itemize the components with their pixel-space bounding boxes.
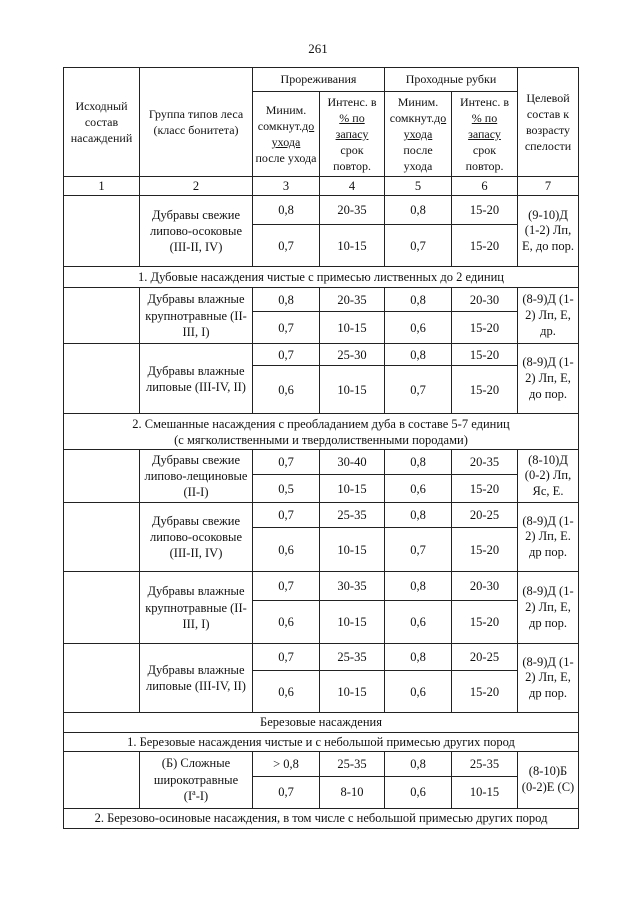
header-text: Миним.: [265, 102, 307, 117]
cell: 10-15: [320, 312, 385, 344]
cell: 0,8: [385, 572, 452, 601]
cell: 25-35: [320, 503, 385, 528]
cell: 0,6: [253, 366, 320, 414]
col-number: 6: [452, 177, 518, 196]
cell: 15-20: [452, 601, 518, 644]
cell: 0,8: [385, 751, 452, 776]
cell: 0,7: [253, 450, 320, 475]
cell: 0,8: [253, 196, 320, 225]
cell: 10-15: [320, 671, 385, 713]
forest-group: Дубравы свежие липово-лещиновые (II-I): [140, 450, 253, 503]
cell: 10-15: [320, 225, 385, 267]
cell: 0,7: [385, 225, 452, 267]
cell: 15-20: [452, 196, 518, 225]
section-heading: 1. Дубовые насаждения чистые с примесью лиственных до 2 единиц: [64, 267, 579, 288]
col-number: 5: [385, 177, 452, 196]
source-cell: [64, 344, 140, 414]
forest-group: Дубравы влажные крупнотравные (II-III, I): [140, 572, 253, 644]
cell: 15-20: [452, 225, 518, 267]
header-text: срок: [472, 143, 497, 158]
cell: 0,8: [253, 288, 320, 312]
cell: 0,7: [253, 644, 320, 671]
header-passage-min-closure: [385, 92, 452, 177]
forest-group-line: широкотравные: [153, 772, 239, 787]
forest-group: Дубравы свежие липово-осоковые (III-II, IV): [140, 196, 253, 267]
header-text: до: [302, 118, 315, 133]
cell: 10-15: [320, 366, 385, 414]
target-composition: (8-9)Д (1-2) Лп, Е, до пор.: [518, 344, 579, 414]
cell: 0,7: [253, 344, 320, 366]
cell: 10-15: [452, 776, 518, 808]
cell: 20-30: [452, 572, 518, 601]
cell: 0,8: [385, 288, 452, 312]
header-text: повтор.: [333, 159, 371, 174]
cell: 0,8: [385, 503, 452, 528]
header-forest-group: Группа типов леса (класс бонитета): [140, 68, 253, 177]
section-heading: [64, 414, 579, 450]
cell: 10-15: [320, 528, 385, 572]
cell: 0,6: [253, 528, 320, 572]
cell: 0,6: [385, 312, 452, 344]
cell: 20-35: [320, 196, 385, 225]
cell: 20-35: [320, 288, 385, 312]
source-cell: [64, 503, 140, 572]
header-text: после: [403, 143, 433, 158]
forest-group-line: (I: [183, 788, 193, 803]
cell: 0,7: [253, 572, 320, 601]
source-cell: [64, 751, 140, 808]
cell: 25-35: [320, 644, 385, 671]
target-composition: (8-9)Д (1-2) Лп, Е, др.: [518, 288, 579, 344]
cell: 20-25: [452, 644, 518, 671]
header-passage-cuts: Проходные рубки: [385, 68, 518, 92]
target-composition: (8-10)Б (0-2)Е (С): [518, 751, 579, 808]
cell: 0,7: [253, 225, 320, 267]
forest-group: Дубравы свежие липово-осоковые (III-II, IV): [140, 503, 253, 572]
cell: 15-20: [452, 671, 518, 713]
page-number: 261: [308, 41, 328, 56]
cell: 0,6: [253, 601, 320, 644]
header-text: срок: [340, 143, 364, 158]
target-composition: (8-9)Д (1-2) Лп, Е, др пор.: [518, 644, 579, 713]
header-text: % по запасу: [468, 110, 501, 141]
forest-group: Дубравы влажные липовые (III-IV, II): [140, 644, 253, 713]
cell: 0,7: [253, 503, 320, 528]
cell: 0,6: [385, 671, 452, 713]
header-source-stand: Исходный состав насаждений: [64, 68, 140, 177]
header-text: сомкнут.: [257, 118, 303, 133]
cell: 15-20: [452, 312, 518, 344]
cell: 15-20: [452, 344, 518, 366]
header-target-composition: Целевой состав к возрасту спелости: [518, 68, 579, 177]
cell: 0,6: [385, 776, 452, 808]
source-cell: [64, 572, 140, 644]
header-thinning: Прореживания: [253, 68, 385, 92]
header-text: ухода: [271, 135, 301, 149]
header-thinning-min-closure: [253, 92, 320, 177]
header-text: Интенс. в: [459, 94, 510, 109]
header-text: % по запасу: [335, 110, 369, 141]
forest-group: [140, 751, 253, 808]
cell: 0,8: [385, 450, 452, 475]
section-heading: 2. Березово-осиновые насаждения, в том числе с небольшой примесью других пород: [64, 808, 579, 828]
cell: 15-20: [452, 366, 518, 414]
cell: 10-15: [320, 475, 385, 503]
col-number: 7: [518, 177, 579, 196]
cell: 30-35: [320, 572, 385, 601]
source-cell: [64, 450, 140, 503]
cell: 20-35: [452, 450, 518, 475]
cell: 20-30: [452, 288, 518, 312]
target-composition: (8-9)Д (1-2) Лп, Е. др пор.: [518, 503, 579, 572]
cell: 0,7: [385, 366, 452, 414]
cell: 0,8: [385, 196, 452, 225]
forest-group-line: (Б) Сложные: [161, 756, 231, 771]
header-text: после ухода: [255, 151, 317, 166]
header-text: ухода: [403, 126, 433, 141]
forest-group: Дубравы влажные крупнотравные (II-III, I): [140, 288, 253, 344]
col-number: 4: [320, 177, 385, 196]
cell: 25-35: [452, 751, 518, 776]
cell: 10-15: [320, 601, 385, 644]
section-heading-line: (с мягколиственными и твердолиственными породами): [174, 432, 468, 447]
cell: 25-35: [320, 751, 385, 776]
section-heading-line: 2. Смешанные насаждения с преобладанием дуба в составе 5-7 единиц: [132, 416, 510, 431]
target-composition: (8-9)Д (1-2) Лп, Е, др пор.: [518, 572, 579, 644]
header-text: ухода: [403, 159, 433, 174]
source-cell: [64, 644, 140, 713]
source-cell: [64, 288, 140, 344]
cell: 0,6: [253, 671, 320, 713]
header-text: повтор.: [465, 159, 504, 174]
cell: 0,5: [253, 475, 320, 503]
section-heading: Березовые насаждения: [64, 713, 579, 732]
cell: 15-20: [452, 475, 518, 503]
col-number: 2: [140, 177, 253, 196]
target-composition: (8-10)Д (0-2) Лп, Яс, Е.: [518, 450, 579, 503]
header-text: до: [434, 110, 447, 125]
source-cell: [64, 196, 140, 267]
section-heading: 1. Березовые насаждения чистые и с небольшой примесью других пород: [64, 732, 579, 751]
cell: 15-20: [452, 528, 518, 572]
cell: 20-25: [452, 503, 518, 528]
forest-care-table: [63, 67, 579, 829]
forest-group-line: -I): [195, 788, 209, 803]
superscript: a: [192, 787, 196, 797]
cell: 0,6: [385, 601, 452, 644]
cell: 0,7: [385, 528, 452, 572]
col-number: 1: [64, 177, 140, 196]
cell: > 0,8: [253, 751, 320, 776]
header-text: сомкнут.: [389, 110, 435, 125]
header-text: Миним.: [397, 94, 439, 109]
cell: 30-40: [320, 450, 385, 475]
cell: 0,8: [385, 644, 452, 671]
header-text: Интенс. в: [327, 94, 377, 109]
header-thinning-intensity: [320, 92, 385, 177]
cell: 25-30: [320, 344, 385, 366]
cell: 8-10: [320, 776, 385, 808]
header-passage-intensity: [452, 92, 518, 177]
cell: 0,7: [253, 776, 320, 808]
forest-group: Дубравы влажные липовые (III-IV, II): [140, 344, 253, 414]
cell: 0,8: [385, 344, 452, 366]
col-number: 3: [253, 177, 320, 196]
cell: 0,7: [253, 312, 320, 344]
cell: 0,6: [385, 475, 452, 503]
target-composition: (9-10)Д (1-2) Лп, Е, до пор.: [518, 196, 579, 267]
